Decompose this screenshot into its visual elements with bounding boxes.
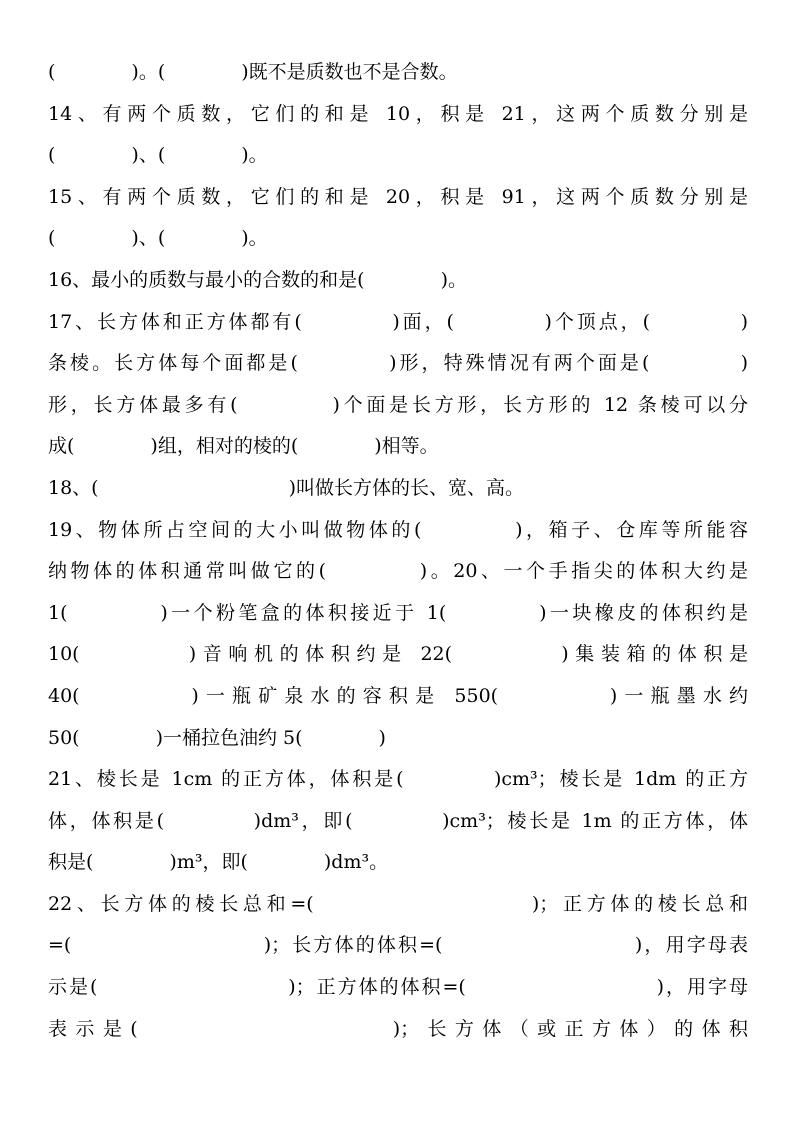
text-line: 成( )组，相对的棱的( )相等。 xyxy=(48,435,439,458)
text-line: 体，体积是( )dm³，即( )cm³；棱长是 1m 的正方体，体 xyxy=(48,809,748,832)
text-line: ( )。( )既不是质数也不是合数。 xyxy=(48,61,458,83)
text-line: ( )、( )。 xyxy=(48,227,268,250)
text-line: 示是( )；正方体的体积=( )，用字母 xyxy=(48,976,748,999)
text-line: 积是( )m³，即( )dm³。 xyxy=(48,851,389,874)
text-line: 纳物体的体积通常叫做它的( )。20、一个手指尖的体积大约是 xyxy=(48,560,748,583)
text-line: 16、最小的质数与最小的合数的和是( )。 xyxy=(48,268,468,291)
text-line: 条棱。长方体每个面都是( )形，特殊情况有两个面是( ) xyxy=(48,352,748,375)
text-line: 14、有两个质数，它们的和是 10，积是 21，这两个质数分别是 xyxy=(48,102,748,125)
text-line: 40( )一瓶矿泉水的容积是 550( )一瓶墨水约 xyxy=(48,684,748,707)
text-line: 表示是( )；长方体（或正方体）的体积 xyxy=(48,1017,748,1040)
text-line: 22、长方体的棱长总和=( )；正方体的棱长总和 xyxy=(48,892,748,915)
text-line: 18、( )叫做长方体的长、宽、高。 xyxy=(48,476,525,499)
text-line: 15、有两个质数，它们的和是 20，积是 91，这两个质数分别是 xyxy=(48,185,748,208)
document-page xyxy=(48,52,748,1050)
text-line: 50( )一桶拉色油约 5( ) xyxy=(48,726,386,749)
text-line: =( )；长方体的体积=( )，用字母表 xyxy=(48,934,748,957)
text-line: 1( )一个粉笔盒的体积接近于 1( )一块橡皮的体积约是 xyxy=(48,601,748,624)
text-line: 17、长方体和正方体都有( )面，( )个顶点，( ) xyxy=(48,310,748,333)
text-line: 10( )音响机的体积约是 22( )集装箱的体积是 xyxy=(48,643,748,666)
text-line: 21、棱长是 1cm 的正方体，体积是( )cm³；棱长是 1dm 的正方 xyxy=(48,768,748,791)
text-line: 形，长方体最多有( )个面是长方形，长方形的 12 条棱可以分 xyxy=(48,393,748,416)
text-line: 19、物体所占空间的大小叫做物体的( )，箱子、仓库等所能容 xyxy=(48,518,748,541)
text-line: ( )、( )。 xyxy=(48,144,268,167)
